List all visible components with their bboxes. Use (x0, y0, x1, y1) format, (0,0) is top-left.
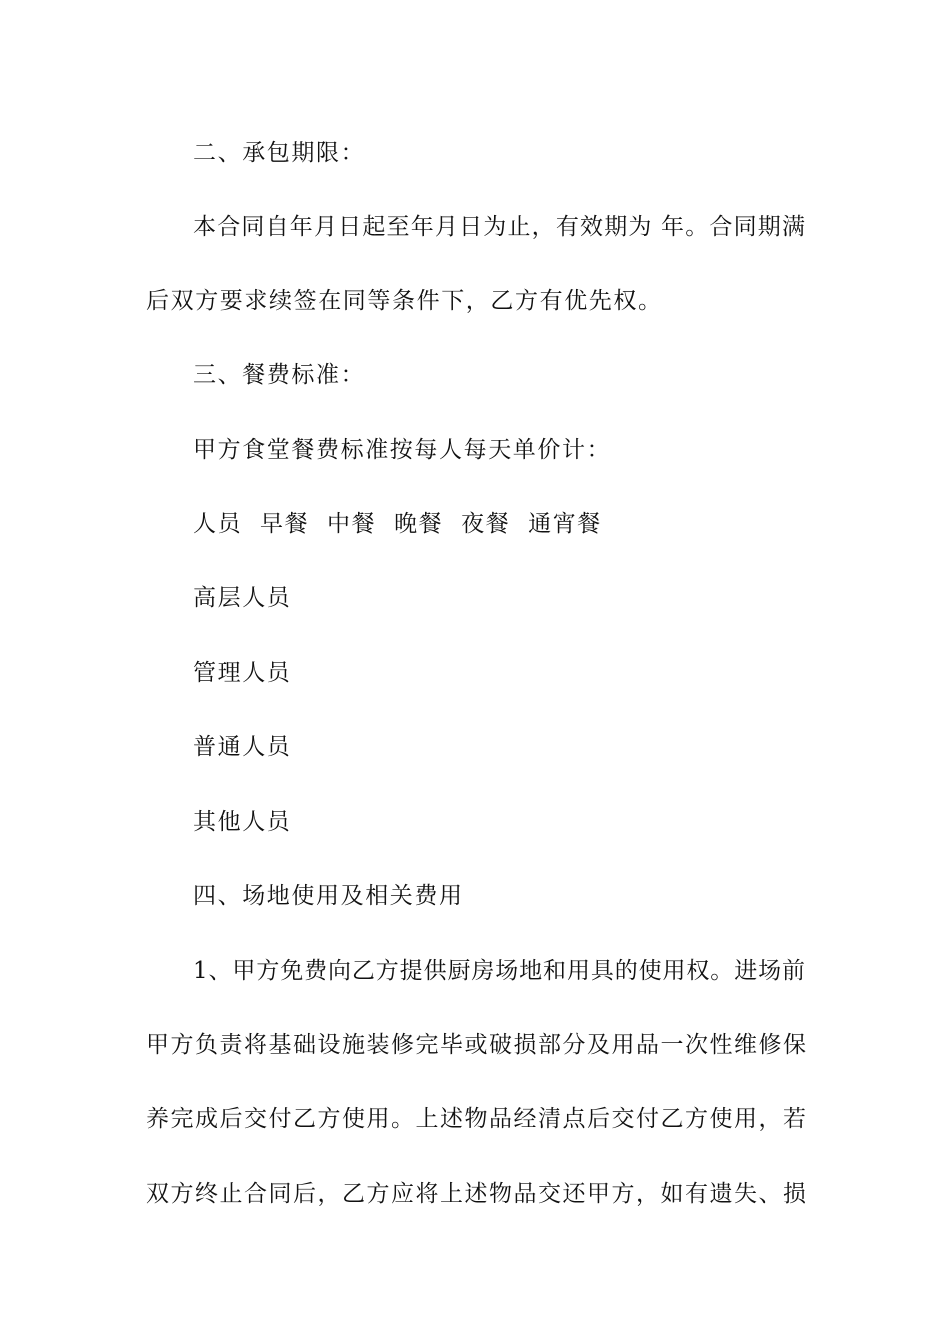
paragraph-line: 后双方要求续签在同等条件下，乙方有优先权。 (146, 288, 663, 314)
paragraph-line: 养完成后交付乙方使用。上述物品经清点后交付乙方使用，若 (146, 1106, 806, 1132)
paragraph-line: 1、甲方免费向乙方提供厨房场地和用具的使用权。进场前 (193, 958, 805, 984)
meal-table-header: 人员 早餐 中餐 晚餐 夜餐 通宵餐 (193, 511, 602, 537)
meal-table-row: 其他人员 (193, 809, 292, 835)
paragraph-line: 甲方负责将基础设施装修完毕或破损部分及用品一次性维修保 (146, 1032, 806, 1058)
meal-table-row: 普通人员 (193, 734, 292, 760)
paragraph-line: 甲方食堂餐费标准按每人每天单价计： (193, 437, 612, 463)
section-heading-contract-term: 二、承包期限： (193, 140, 366, 166)
paragraph-line: 本合同自年月日起至年月日为止，有效期为 年。合同期满 (193, 214, 805, 240)
section-heading-meal-fee: 三、餐费标准： (193, 362, 366, 388)
meal-table-row: 高层人员 (193, 585, 292, 611)
section-heading-site-usage: 四、场地使用及相关费用 (193, 883, 464, 909)
paragraph-line: 双方终止合同后，乙方应将上述物品交还甲方，如有遗失、损 (146, 1181, 806, 1207)
meal-table-row: 管理人员 (193, 660, 292, 686)
